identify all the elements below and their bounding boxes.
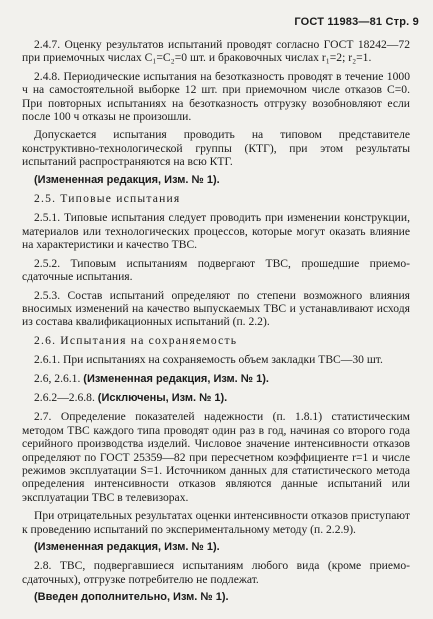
- section-heading-2-5: [22, 192, 410, 205]
- amendment-note: (Измененная редакция, Изм. № 1).: [34, 173, 220, 186]
- paragraph-2-5-2: 2.5.2. Типовым испытаниям подвергают ТВС, прошедшие приемо-сдаточные испытания.: [22, 256, 410, 284]
- page-number: Стр. 9: [385, 16, 419, 28]
- paragraph-2-4-8: 2.4.8. Периодические испытания на безотказность проводят в течение 1000 ч на самостоятельной выборке 12 шт. при приемочном числе отказов C=0. При повторных испытаниях на безотказность отгрузку возобновляют если после 100 ч отказы не произошли.: [22, 69, 410, 124]
- amendment-note: (Измененная редакция, Изм. № 1).: [83, 372, 269, 385]
- standard-number: ГОСТ 11983—81: [294, 16, 383, 28]
- paragraph-2-7-negative: При отрицательных результатах оценки интенсивности отказов приступают к проведению испытаний по экспериментальному методу (п. 2.2.9).: [22, 509, 410, 536]
- paragraph-2-6-1: 2.6.1. При испытаниях на сохраняемость объем закладки ТВС—30 шт.: [34, 353, 383, 367]
- page-header: [294, 16, 419, 28]
- section-heading-text: 2.5. Типовые испытания: [34, 192, 181, 206]
- paragraph-2-8: 2.8. ТВС, подвергавшиеся испытаниям любого вида (кроме приемо-сдаточных), отгрузке потребителю не подлежат.: [22, 559, 410, 586]
- paragraph-2-4-7: 2.4.7. Оценку результатов испытаний проводят согласно ГОСТ 18242—72 при приемочных числах C₁=C₂=0 шт. и браковочных числах r₁=2; r₂=1.: [22, 38, 410, 65]
- section-heading-2-6: [22, 334, 410, 347]
- clause-reference: 2.6.2—2.6.8.: [34, 390, 95, 404]
- clause-reference: 2.6, 2.6.1.: [34, 371, 81, 385]
- amendment-note: (Измененная редакция, Изм. № 1).: [34, 541, 220, 553]
- paragraph-2-6-2-excluded: [22, 391, 410, 405]
- addition-note: (Введен дополнительно, Изм. № 1).: [34, 591, 229, 604]
- paragraph-2-4-8-ktg: Допускается испытания проводить на типовом представителе конструктивно-технологической группы (КТГ), при этом результаты испытаний распространяются на всю КТГ.: [22, 128, 410, 169]
- paragraph-2-7: 2.7. Определение показателей надежности (п. 1.8.1) статистическим методом ТВС каждого типа проводят один раз в год, начиная со второго года серийного производства изделий. Числовое значение интенсивности отказов определяют по ГОСТ 25359—82 при пересчетном коэффициенте r=1 и числе режимов эксплуатации S=1. Источником данных для статистического метода определения интенсивности отказов являются данные испытаний или эксплуатации ТВС в телевизорах.: [22, 410, 410, 504]
- exclusion-note: (Исключены, Изм. № 1).: [97, 391, 228, 404]
- paragraph-2-6-1-amendment: [22, 372, 410, 386]
- document-body: [22, 38, 410, 610]
- paragraph-2-5-3: 2.5.3. Состав испытаний определяют по степени возможного влияния вносимых изменений на качество выпускаемых ТВС и устанавливают исходя из состава квалификационных испытаний (п. 2.2).: [22, 288, 410, 329]
- section-heading-text: 2.6. Испытания на сохраняемость: [34, 333, 238, 347]
- paragraph-2-5-1: 2.5.1. Типовые испытания следует проводить при изменении конструкции, материалов или технологических процессов, которые могут оказать влияние на характеристики и качество ТВС.: [22, 211, 410, 252]
